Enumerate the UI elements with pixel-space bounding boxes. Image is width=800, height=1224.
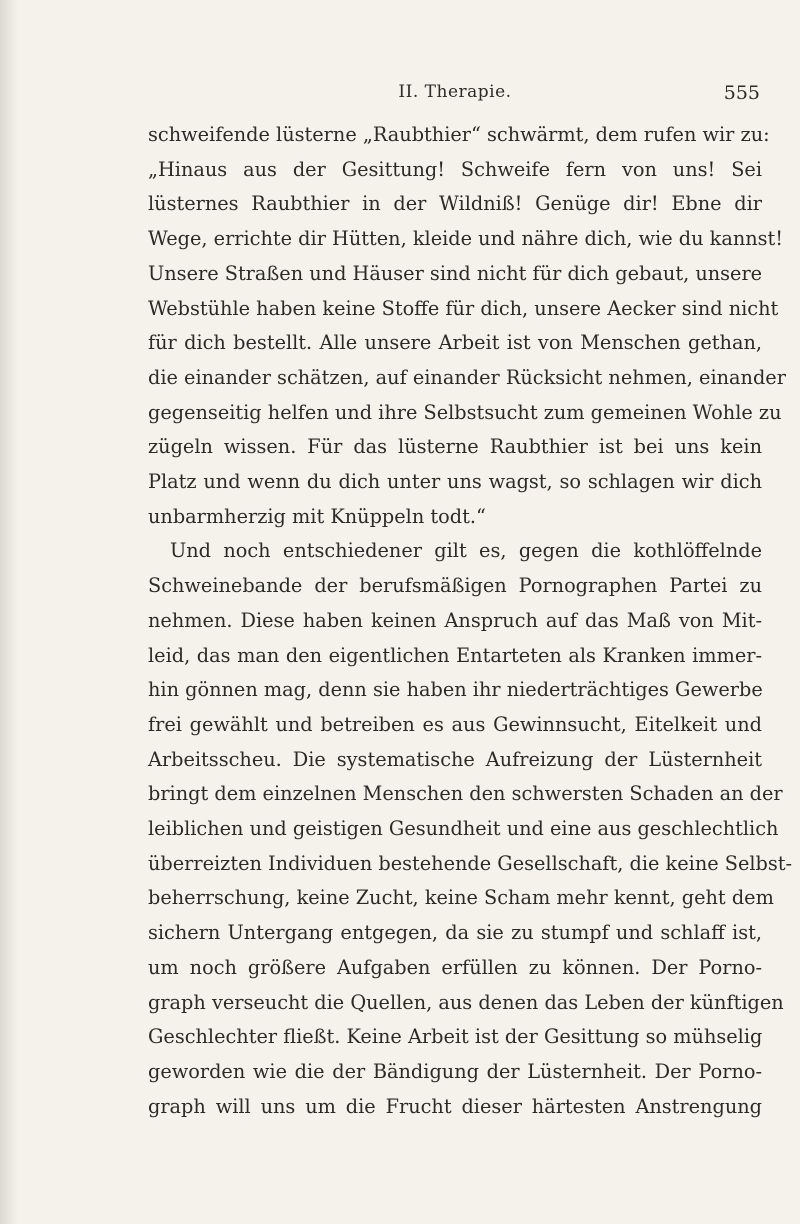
body-text — [148, 118, 793, 1124]
text-line: beherrschung, keine Zucht, keine Scham mehr kennt, geht dem — [148, 886, 774, 910]
text-line: bringt dem einzelnen Menschen den schwersten Schaden an der — [148, 782, 783, 806]
text-line: überreizten Individuen bestehende Gesellschaft, die keine Selbst- — [148, 851, 793, 875]
text-line: unbarmherzig mit Knüppeln todt.“ — [148, 504, 486, 528]
running-header — [150, 82, 760, 112]
text-line: Unsere Straßen und Häuser sind nicht für dich gebaut, unsere — [148, 261, 763, 285]
text-line: Geschlechter fließt. Keine Arbeit ist der Gesittung so mühselig — [148, 1025, 763, 1049]
page-gutter-shadow — [0, 0, 18, 1224]
text-line: geworden wie die der Bändigung der Lüsternheit. Der Porno- — [148, 1059, 762, 1083]
text-line: die einander schätzen, auf einander Rücksicht nehmen, einander — [148, 365, 786, 389]
paragraph-2 — [148, 534, 793, 1124]
running-title: II. Therapie. — [398, 82, 512, 102]
text-line: hin gönnen mag, denn sie haben ihr niederträchtiges Gewerbe — [148, 678, 763, 702]
text-line: graph will uns um die Frucht dieser härtesten Anstrengung — [148, 1094, 762, 1118]
text-line: um noch größere Aufgaben erfüllen zu können. Der Porno- — [148, 955, 762, 979]
text-line: nehmen. Diese haben keinen Anspruch auf das Maß von Mit- — [148, 608, 762, 632]
text-line: schweifende lüsterne „Raubthier“ schwärmt, dem rufen wir zu: — [148, 123, 770, 146]
text-line: Webstühle haben keine Stoffe für dich, unsere Aecker sind nicht — [148, 296, 779, 320]
text-line: gegenseitig helfen und ihre Selbstsucht zum gemeinen Wohle zu — [148, 400, 782, 424]
text-line: graph verseucht die Quellen, aus denen das Leben der künftigen — [148, 990, 784, 1014]
text-line: Und noch entschiedener gilt es, gegen die kothlöffelnde — [170, 539, 762, 563]
text-line: zügeln wissen. Für das lüsterne Raubthier ist bei uns kein — [148, 435, 762, 459]
text-line: leiblichen und geistigen Gesundheit und eine aus geschlechtlich — [148, 817, 779, 841]
text-line: frei gewählt und betreiben es aus Gewinnsucht, Eitelkeit und — [148, 712, 762, 736]
text-line: leid, das man den eigentlichen Entarteten als Kranken immer- — [148, 643, 762, 667]
text-line: Wege, errichte dir Hütten, kleide und nähre dich, wie du kannst! — [148, 227, 784, 251]
text-line: Schweinebande der berufsmäßigen Pornographen Partei zu — [148, 574, 762, 598]
text-line: lüsternes Raubthier in der Wildniß! Genüge dir! Ebne dir — [148, 192, 762, 216]
page-number: 555 — [723, 82, 760, 104]
paragraph-1 — [148, 118, 786, 534]
text-line: „Hinaus aus der Gesittung! Schweife fern von uns! Sei — [148, 157, 762, 181]
text-line: Platz und wenn du dich unter uns wagst, so schlagen wir dich — [148, 470, 762, 494]
text-line: für dich bestellt. Alle unsere Arbeit ist von Menschen gethan, — [148, 331, 762, 355]
text-line: sichern Untergang entgegen, da sie zu stumpf und schlaff ist, — [148, 921, 762, 945]
text-line: Arbeitsscheu. Die systematische Aufreizung der Lüsternheit — [148, 747, 762, 771]
